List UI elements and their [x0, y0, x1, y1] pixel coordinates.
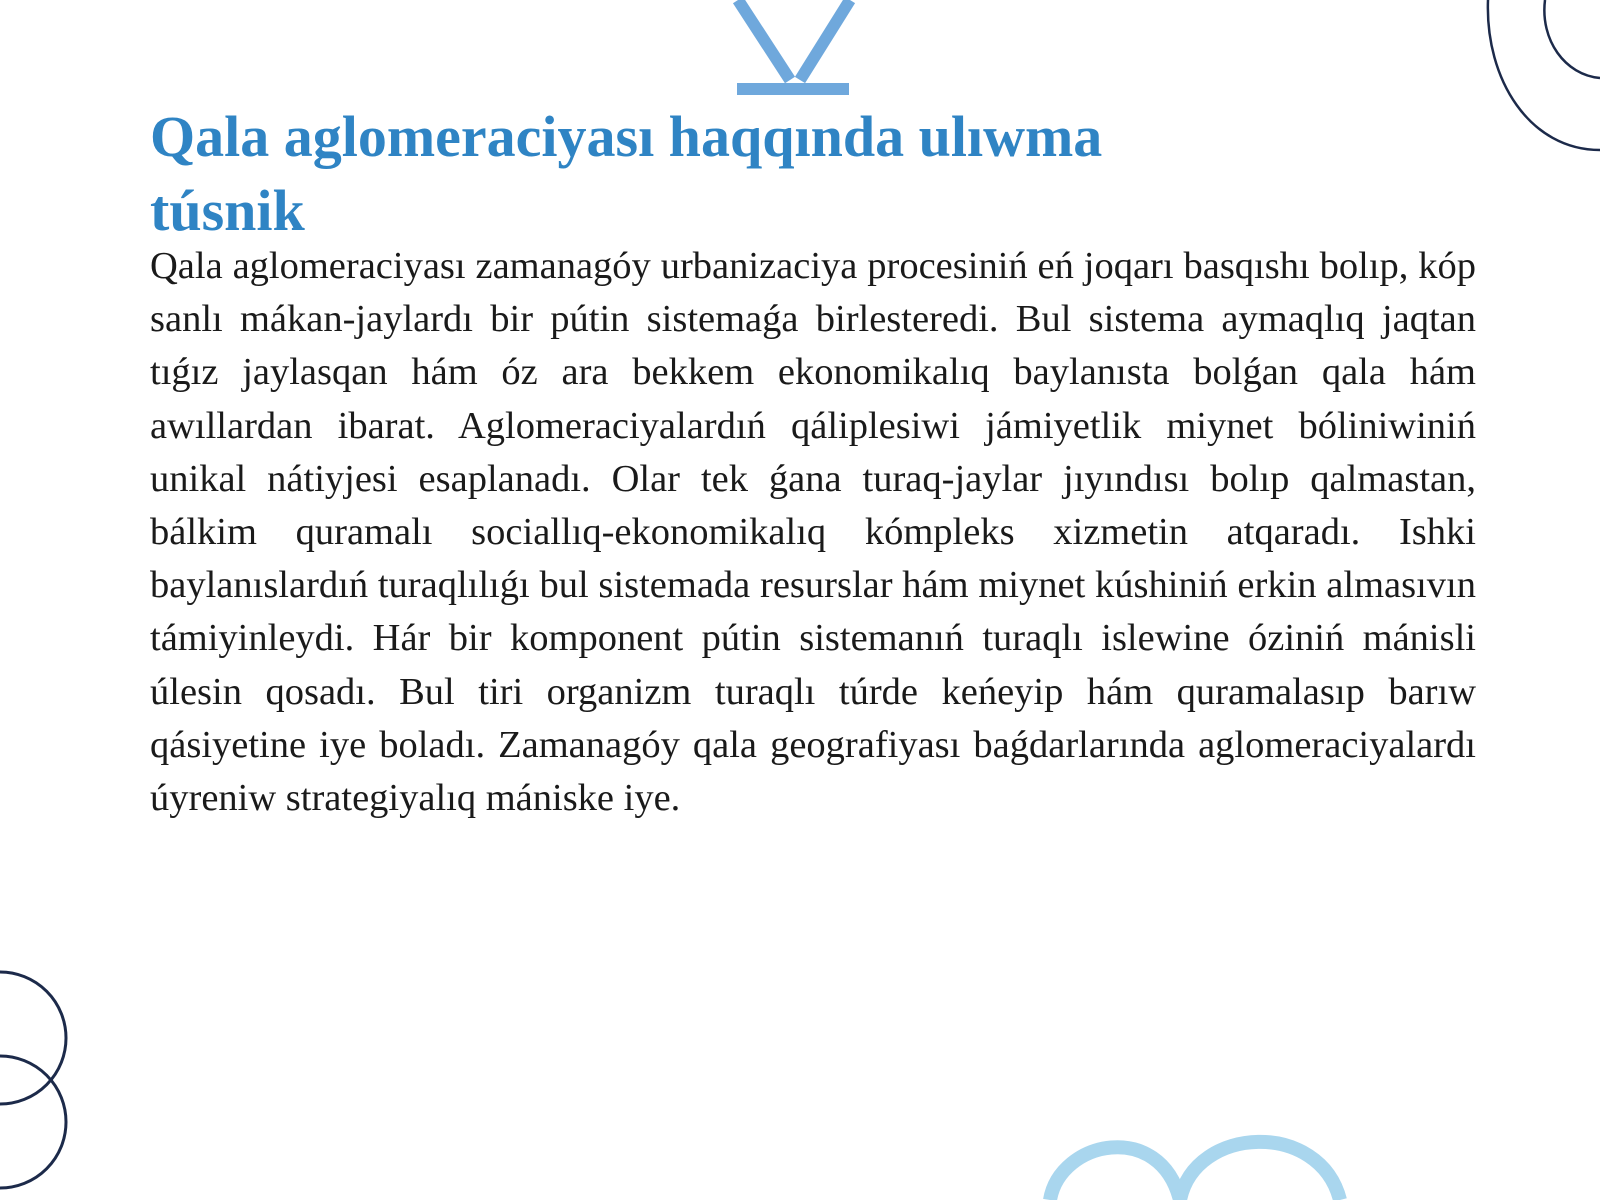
slide-title: Qala aglomeraciyası haqqında ulıwma túsnik [150, 104, 1103, 243]
wave-arches-bottom-right [1050, 1142, 1340, 1200]
interlocking-circles-bottom-left [0, 972, 66, 1188]
arrow-down-icon [737, 0, 850, 89]
arc-outline-top-right [1488, 0, 1600, 150]
body-paragraph: Qala aglomeraciyası zamanagóy urbanizaciya procesiniń eń joqarı basqıshı bolıp, kóp sanlı mákan-jaylardı bir pútin sistemaǵa birlesteredi. Bul sistema aymaqlıq jaqtan tıǵız jaylasqan hám óz ara bekkem ekonomikalıq baylanısta bolǵan qala hám awıllardan ibarat. Aglomeraciyalardıń qáliplesiwi jámiyetlik miynet bóliniwiniń unikal nátiyjesi esaplanadı. Olar tek ǵana turaq-jaylar jıyındısı bolıp qalmastan, bálkim quramalı sociallıq-ekonomikalıq kómpleks xizmetin atqaradı. Ishki baylanıslardıń turaqlılıǵı bul sistemada resurslar hám miynet kúshiniń erkin almasıvın támiyinleydi. Hár bir komponent pútin sistemanıń turaqlı islewine óziniń mánisli úlesin qosadı. Bul tiri organizm turaqlı túrde keńeyip hám quramalasıp barıw qásiyetine iye boladı. Zamanagóy qala geografiyası baǵdarlarında aglomeraciyalardı úyreniw strategiyalıq mániske iye. [150, 245, 1476, 820]
